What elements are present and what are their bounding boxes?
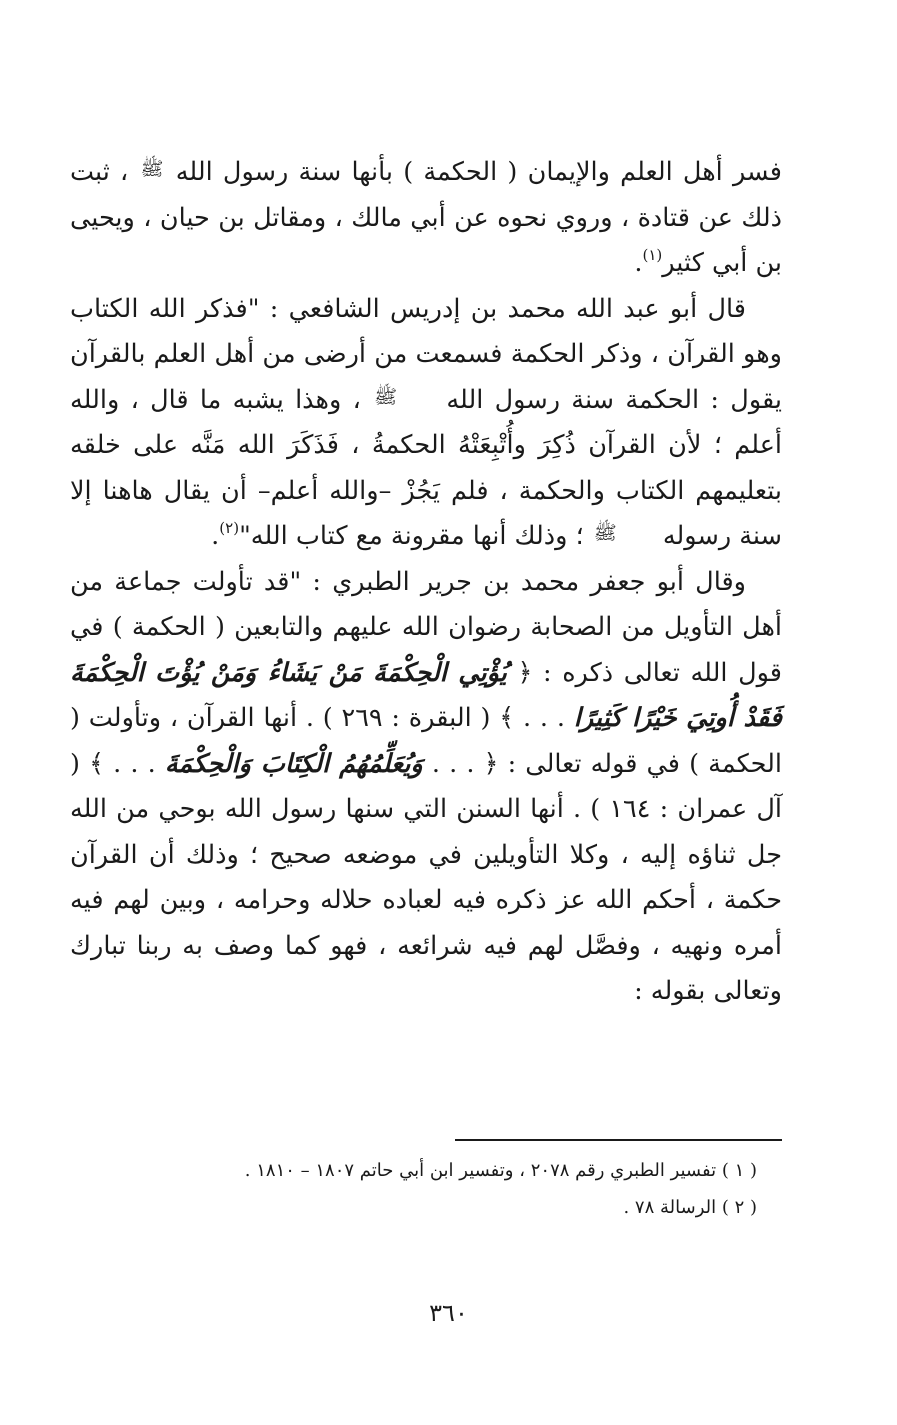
footnote-reference: (٢): [219, 518, 240, 537]
text-run: قال أبو عبد الله محمد بن إدريس الشافعي : "فذكر الله الكتاب وهو القرآن ، وذكر الحكمة فسمعت من أرضى من أهل العلم بالقرآن يقول : الحكمة سنة رسول الله: [70, 293, 782, 415]
footnote-separator: [455, 1139, 782, 1141]
text-run: . . . ﴾ ( البقرة : ٢٦٩ ) . أنها القرآن ، وتأولت ( الحكمة ) في قوله تعالى : ﴿ . . .: [70, 703, 782, 779]
quran-verse-text: يُؤْتِي الْحِكْمَةَ مَنْ يَشَاءُ وَمَنْ يُؤْتَ الْحِكْمَةَ فَقَدْ أُوتِيَ خَيْرًا كَثِيرًا: [70, 657, 782, 733]
footnotes: [100, 1152, 757, 1226]
text-run: وقال أبو جعفر محمد بن جرير الطبري : "قد تأولت جماعة من أهل التأويل من الصحابة رضوان الله عليهم والتابعين ( الحكمة ) في قول الله تعالى ذكره : ﴿: [70, 566, 782, 688]
text-run: .: [634, 248, 643, 278]
quran-verse-text: وَيُعَلِّمُهُمُ الْكِتَابَ وَالْحِكْمَةَ: [164, 748, 423, 779]
text-run: ، وهذا يشبه ما قال ، والله أعلم ؛ لأن القرآن ذُكِرَ وأُتْبِعَتْهُ الحكمةُ ، فَذَكَرَ الله مَنَّه على خلقه بتعليمهم الكتاب والحكمة ، فلم يَجُزْ –والله أعلم– أن يقال هاهنا إلا سنة رسوله: [70, 384, 782, 551]
main-text: [70, 150, 782, 1015]
text-run: ، ثبت ذلك عن قتادة ، وروي نحوه عن أبي مالك ، ومقاتل بن حيان ، ويحيى بن أبي كثير: [70, 157, 782, 278]
salawat-ligature: ﷺ: [140, 158, 164, 181]
page-number: ٣٦٠: [429, 1299, 468, 1327]
footnote-1: ( ١ ) تفسير الطبري رقم ٢٠٧٨ ، وتفسير ابن أبي حاتم ١٨٠٧ – ١٨١٠ .: [244, 1160, 757, 1181]
paragraph-tabari-quote: [70, 560, 782, 1015]
text-run: فسر أهل العلم والإيمان ( الحكمة ) بأنها سنة رسول الله: [165, 157, 782, 187]
salawat-ligature: ﷺ: [593, 522, 617, 545]
footnote-2: ( ٢ ) الرسالة ٧٨ .: [623, 1197, 757, 1218]
text-run: . . . ﴾ ( آل عمران : ١٦٤ ) . أنها السنن التي سنها رسول الله بوحي من الله جل ثناؤه إليه ، وكلا التأويلين في موضعه صحيح ؛ وذلك أن القرآن حكمة ، أحكم الله عز ذكره فيه لعباده حلاله وحرامه ، وبين لهم فيه أمره ونهيه ، وفصَّل لهم فيه شرائعه ، فهو كما وصف به ربنا تبارك وتعالى بقوله :: [70, 748, 782, 1006]
paragraph-shafii-quote: [70, 287, 782, 560]
text-run: .: [211, 521, 220, 551]
paragraph-intro: [70, 150, 782, 287]
footnote-reference: (١): [642, 245, 663, 264]
text-run: ؛ وذلك أنها مقرونة مع كتاب الله": [239, 521, 592, 551]
salawat-ligature: ﷺ: [374, 385, 398, 408]
